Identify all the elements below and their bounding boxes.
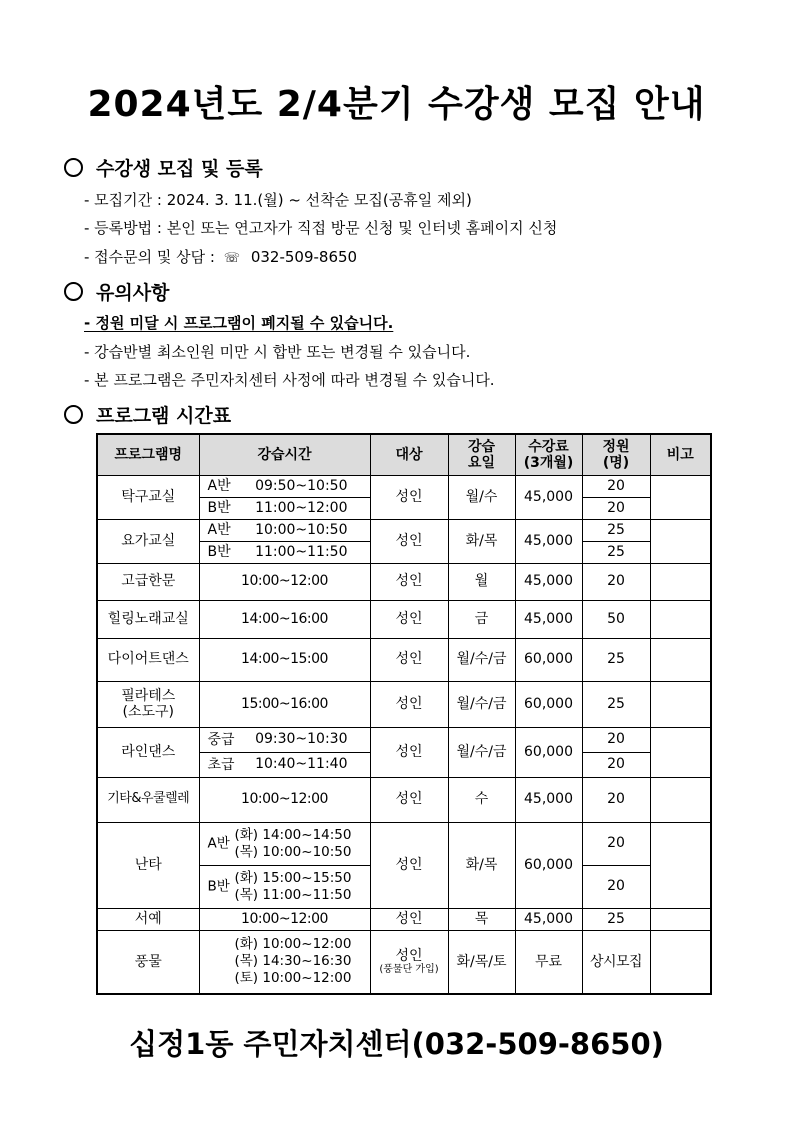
section-recruit-heading xyxy=(64,154,263,181)
header-fee-line2: (3개월) xyxy=(523,454,574,471)
capacity: 20 xyxy=(582,777,650,822)
header-cap-line2: (명) xyxy=(602,454,630,471)
days: 화/목 xyxy=(448,519,515,563)
days: 화/목 xyxy=(448,822,515,908)
program-name-line2: (소도구) xyxy=(122,704,174,720)
capacity: 50 xyxy=(582,600,650,638)
header-target: 대상 xyxy=(370,434,448,475)
class-label: A반 xyxy=(207,835,230,852)
class-label: 중급 xyxy=(207,731,235,748)
days: 금 xyxy=(448,600,515,638)
target: 성인 xyxy=(370,563,448,600)
program-name: 라인댄스 xyxy=(97,727,199,777)
program-name: 힐링노래교실 xyxy=(97,600,199,638)
class-time: 14:00~16:00 xyxy=(199,600,370,638)
class-time: 10:00~12:00 xyxy=(199,563,370,600)
table-row xyxy=(97,727,711,752)
header-days xyxy=(448,434,515,475)
fee: 60,000 xyxy=(515,727,582,777)
table-row xyxy=(97,563,711,600)
time-slot xyxy=(199,752,370,777)
time-slot xyxy=(199,519,370,541)
table-row xyxy=(97,475,711,497)
note xyxy=(650,563,711,600)
notice-line-3: - 본 프로그램은 주민자치센터 사정에 따라 변경될 수 있습니다. xyxy=(84,371,495,389)
class-label: B반 xyxy=(207,543,231,560)
class-time-line: (목) 14:30~16:30 xyxy=(234,953,352,970)
schedule-table xyxy=(96,433,712,995)
class-time: 10:40~11:40 xyxy=(255,756,348,773)
table-row xyxy=(97,519,711,541)
fee: 45,000 xyxy=(515,908,582,930)
days: 월/수/금 xyxy=(448,638,515,681)
target: 성인 xyxy=(370,822,448,908)
class-time xyxy=(199,930,370,994)
phone-icon: ☏ xyxy=(223,251,241,266)
class-time: 11:00~11:50 xyxy=(255,543,348,560)
header-program: 프로그램명 xyxy=(97,434,199,475)
target: 성인 xyxy=(370,638,448,681)
target: 성인 xyxy=(370,908,448,930)
class-time: (화) 15:00~15:50 xyxy=(234,869,352,886)
contact-phone: 032-509-8650 xyxy=(250,248,358,266)
capacity: 20 xyxy=(582,727,650,752)
capacity: 20 xyxy=(582,865,650,908)
header-fee xyxy=(515,434,582,475)
program-name: 탁구교실 xyxy=(97,475,199,519)
fee: 45,000 xyxy=(515,777,582,822)
fee: 45,000 xyxy=(515,475,582,519)
fee: 45,000 xyxy=(515,519,582,563)
page-title: 2024년도 2/4분기 수강생 모집 안내 xyxy=(87,84,706,125)
program-name: 서예 xyxy=(97,908,199,930)
capacity: 25 xyxy=(582,681,650,727)
target: 성인 xyxy=(370,600,448,638)
capacity: 20 xyxy=(582,752,650,777)
days: 화/목/토 xyxy=(448,930,515,994)
time-slot xyxy=(199,475,370,497)
days: 월/수/금 xyxy=(448,727,515,777)
capacity: 20 xyxy=(582,563,650,600)
program-name: 요가교실 xyxy=(97,519,199,563)
target: 성인 xyxy=(370,727,448,777)
capacity: 25 xyxy=(582,519,650,541)
class-label: B반 xyxy=(207,499,231,516)
fee: 60,000 xyxy=(515,638,582,681)
target: 성인 xyxy=(370,681,448,727)
capacity: 25 xyxy=(582,908,650,930)
days: 수 xyxy=(448,777,515,822)
note xyxy=(650,681,711,727)
table-header-row xyxy=(97,434,711,475)
note xyxy=(650,727,711,777)
header-note: 비고 xyxy=(650,434,711,475)
fee: 60,000 xyxy=(515,681,582,727)
class-time: 09:30~10:30 xyxy=(255,731,348,748)
header-time: 강습시간 xyxy=(199,434,370,475)
class-time: 09:50~10:50 xyxy=(255,477,348,494)
header-days-line2: 요일 xyxy=(467,454,496,471)
class-time: 14:00~15:00 xyxy=(199,638,370,681)
note xyxy=(650,777,711,822)
fee: 60,000 xyxy=(515,822,582,908)
table-row xyxy=(97,908,711,930)
class-time-line: (화) 10:00~12:00 xyxy=(234,936,352,953)
note xyxy=(650,638,711,681)
section-notice-title: 유의사항 xyxy=(96,282,170,304)
note xyxy=(650,930,711,994)
time-slot xyxy=(199,497,370,519)
note xyxy=(650,822,711,908)
class-time: 10:00~10:50 xyxy=(255,521,348,538)
target-note: (풍물단 가입) xyxy=(379,964,439,976)
capacity: 25 xyxy=(582,541,650,563)
header-days-line1: 강습 xyxy=(467,438,496,455)
section-schedule-title: 프로그램 시간표 xyxy=(96,405,232,427)
class-time: 15:00~16:00 xyxy=(199,681,370,727)
program-name xyxy=(97,681,199,727)
recruit-period: - 모집기간 : 2024. 3. 11.(월) ~ 선착순 모집(공휴일 제외) xyxy=(84,191,472,209)
circle-bullet-icon xyxy=(64,282,83,301)
class-time: (화) 14:00~14:50 xyxy=(234,826,352,843)
header-cap-line1: 정원 xyxy=(602,438,630,455)
table-row xyxy=(97,930,711,994)
class-label: A반 xyxy=(207,521,231,538)
target-text: 성인 xyxy=(395,947,423,964)
recruit-method: - 등록방법 : 본인 또는 연고자가 직접 방문 신청 및 인터넷 홈페이지 신청 xyxy=(84,219,558,237)
contact-label: - 접수문의 및 상담 : xyxy=(84,248,215,266)
section-notice-heading xyxy=(64,278,169,305)
table-row xyxy=(97,600,711,638)
table-row xyxy=(97,777,711,822)
section-schedule-heading xyxy=(64,401,231,428)
class-label: B반 xyxy=(207,878,230,895)
target xyxy=(370,930,448,994)
table-row xyxy=(97,638,711,681)
class-time: 10:00~12:00 xyxy=(199,908,370,930)
capacity: 20 xyxy=(582,497,650,519)
circle-bullet-icon xyxy=(64,405,83,424)
class-time: 10:00~12:00 xyxy=(199,777,370,822)
capacity: 20 xyxy=(582,475,650,497)
program-name: 다이어트댄스 xyxy=(97,638,199,681)
class-label: 초급 xyxy=(207,756,235,773)
note xyxy=(650,908,711,930)
time-slot xyxy=(199,727,370,752)
circle-bullet-icon xyxy=(64,158,83,177)
header-fee-line1: 수강료 xyxy=(528,438,569,455)
program-name: 풍물 xyxy=(97,930,199,994)
days: 월/수 xyxy=(448,475,515,519)
time-slot xyxy=(199,541,370,563)
class-time: (목) 10:00~10:50 xyxy=(234,843,352,860)
footer-organization: 십정1동 주민자치센터(032-509-8650) xyxy=(129,1027,664,1061)
note xyxy=(650,600,711,638)
fee: 45,000 xyxy=(515,600,582,638)
fee: 무료 xyxy=(515,930,582,994)
program-name-line1: 필라테스 xyxy=(121,687,176,704)
program-name: 난타 xyxy=(97,822,199,908)
target: 성인 xyxy=(370,475,448,519)
time-slot xyxy=(199,865,370,908)
capacity: 상시모집 xyxy=(582,930,650,994)
note xyxy=(650,475,711,519)
class-label: A반 xyxy=(207,477,231,494)
target: 성인 xyxy=(370,777,448,822)
days: 월/수/금 xyxy=(448,681,515,727)
fee: 45,000 xyxy=(515,563,582,600)
header-capacity xyxy=(582,434,650,475)
capacity: 20 xyxy=(582,822,650,865)
program-name: 기타&우쿨렐레 xyxy=(97,777,199,822)
days: 월 xyxy=(448,563,515,600)
note xyxy=(650,519,711,563)
target: 성인 xyxy=(370,519,448,563)
class-time: (목) 11:00~11:50 xyxy=(234,886,352,903)
table-row xyxy=(97,822,711,865)
time-slot xyxy=(199,822,370,865)
recruit-contact xyxy=(84,246,357,267)
section-recruit-title: 수강생 모집 및 등록 xyxy=(96,158,263,180)
notice-line-1: - 정원 미달 시 프로그램이 폐지될 수 있습니다. xyxy=(84,314,394,332)
capacity: 25 xyxy=(582,638,650,681)
table-row xyxy=(97,681,711,727)
class-time-line: (토) 10:00~12:00 xyxy=(234,970,352,987)
days: 목 xyxy=(448,908,515,930)
program-name: 고급한문 xyxy=(97,563,199,600)
notice-line-2: - 강습반별 최소인원 미만 시 합반 또는 변경될 수 있습니다. xyxy=(84,343,471,361)
class-time: 11:00~12:00 xyxy=(255,499,348,516)
